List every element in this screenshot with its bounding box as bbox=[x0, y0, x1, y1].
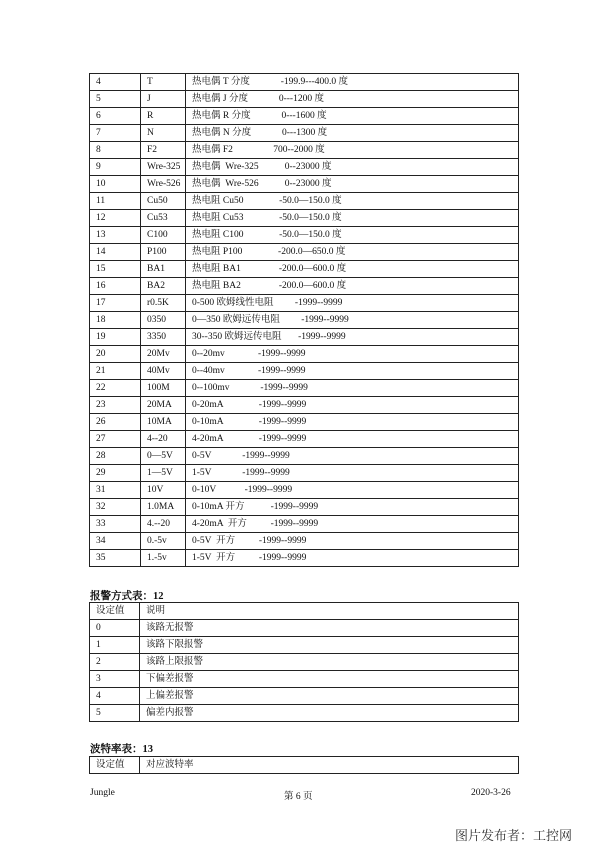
table-cell: 热电阻 Cu53 -50.0—150.0 度 bbox=[186, 210, 519, 227]
header-cell: 设定值 bbox=[90, 757, 140, 774]
table-cell: 热电偶 R 分度 0---1600 度 bbox=[186, 108, 519, 125]
table-cell: Cu53 bbox=[141, 210, 186, 227]
table-cell: 0--100mv -1999--9999 bbox=[186, 380, 519, 397]
table-cell: Wre-526 bbox=[141, 176, 186, 193]
table-cell: 23 bbox=[90, 397, 141, 414]
table-row bbox=[90, 125, 519, 142]
table-row bbox=[90, 244, 519, 261]
table-cell: 0--20mv -1999--9999 bbox=[186, 346, 519, 363]
table-row bbox=[90, 363, 519, 380]
table-cell: 8 bbox=[90, 142, 141, 159]
table-row bbox=[90, 329, 519, 346]
table-cell: 1-5V -1999--9999 bbox=[186, 465, 519, 482]
table-cell: 29 bbox=[90, 465, 141, 482]
table-cell: 6 bbox=[90, 108, 141, 125]
table-cell: 热电阻 P100 -200.0—650.0 度 bbox=[186, 244, 519, 261]
table-cell: 11 bbox=[90, 193, 141, 210]
table-cell: N bbox=[141, 125, 186, 142]
table-cell: 1.0MA bbox=[141, 499, 186, 516]
table-row bbox=[90, 533, 519, 550]
alarm-mode-table bbox=[89, 602, 519, 722]
table-cell: 1-5V 开方 -1999--9999 bbox=[186, 550, 519, 567]
table-cell: 热电偶 F2 700--2000 度 bbox=[186, 142, 519, 159]
table-cell: 2 bbox=[90, 654, 140, 671]
table-row bbox=[90, 397, 519, 414]
table-row bbox=[90, 688, 519, 705]
table-cell: 5 bbox=[90, 91, 141, 108]
table-cell: 7 bbox=[90, 125, 141, 142]
footer-author: Jungle bbox=[90, 788, 115, 798]
table-row bbox=[90, 193, 519, 210]
table-cell: 20Mv bbox=[141, 346, 186, 363]
table-cell: F2 bbox=[141, 142, 186, 159]
table-cell: 12 bbox=[90, 210, 141, 227]
footer-date: 2020-3-26 bbox=[471, 788, 511, 798]
table-cell: 27 bbox=[90, 431, 141, 448]
table-cell: 热电偶 Wre-526 0--23000 度 bbox=[186, 176, 519, 193]
table-cell: 上偏差报警 bbox=[140, 688, 519, 705]
table-cell: 4.--20 bbox=[141, 516, 186, 533]
table-row bbox=[90, 705, 519, 722]
table-cell: 4 bbox=[90, 74, 141, 91]
alarm-mode-heading: 报警方式表：12 bbox=[90, 591, 164, 602]
table-row bbox=[90, 227, 519, 244]
table-cell: 26 bbox=[90, 414, 141, 431]
table-cell: 19 bbox=[90, 329, 141, 346]
table-cell: T bbox=[141, 74, 186, 91]
table-cell: 热电偶 J 分度 0---1200 度 bbox=[186, 91, 519, 108]
table-cell: 16 bbox=[90, 278, 141, 295]
table-row bbox=[90, 620, 519, 637]
table-row bbox=[90, 637, 519, 654]
table-cell: 35 bbox=[90, 550, 141, 567]
table-cell: 0—350 欧姆远传电阻 -1999--9999 bbox=[186, 312, 519, 329]
table-cell: 热电阻 C100 -50.0—150.0 度 bbox=[186, 227, 519, 244]
table-cell: 1.-5v bbox=[141, 550, 186, 567]
table-row bbox=[90, 91, 519, 108]
table-cell: 该路下限报警 bbox=[140, 637, 519, 654]
table-row bbox=[90, 176, 519, 193]
table-cell: 3350 bbox=[141, 329, 186, 346]
table-cell: 0350 bbox=[141, 312, 186, 329]
table-cell: 0—5V bbox=[141, 448, 186, 465]
table-cell: 20MA bbox=[141, 397, 186, 414]
table-cell: 4 bbox=[90, 688, 140, 705]
table-row bbox=[90, 74, 519, 91]
table-cell: 热电阻 BA2 -200.0—600.0 度 bbox=[186, 278, 519, 295]
input-type-table bbox=[89, 73, 519, 567]
table-cell: C100 bbox=[141, 227, 186, 244]
table-cell: 热电偶 T 分度 -199.9---400.0 度 bbox=[186, 74, 519, 91]
table-row bbox=[90, 516, 519, 533]
table-cell: 4-20mA 开方 -1999--9999 bbox=[186, 516, 519, 533]
table-cell: 21 bbox=[90, 363, 141, 380]
table-row bbox=[90, 108, 519, 125]
table-row bbox=[90, 346, 519, 363]
table-cell: 0-5V 开方 -1999--9999 bbox=[186, 533, 519, 550]
table-cell: 10MA bbox=[141, 414, 186, 431]
table-cell: 0-10mA 开方 -1999--9999 bbox=[186, 499, 519, 516]
table-header-row bbox=[90, 603, 519, 620]
table-cell: 17 bbox=[90, 295, 141, 312]
table-cell: 0-10V -1999--9999 bbox=[186, 482, 519, 499]
table-cell: 32 bbox=[90, 499, 141, 516]
table-row bbox=[90, 414, 519, 431]
table-cell: 5 bbox=[90, 705, 140, 722]
table-row bbox=[90, 210, 519, 227]
table-cell: 20 bbox=[90, 346, 141, 363]
table-cell: 100M bbox=[141, 380, 186, 397]
table-row bbox=[90, 142, 519, 159]
table-cell: 1—5V bbox=[141, 465, 186, 482]
header-cell: 说明 bbox=[140, 603, 519, 620]
table-cell: 热电偶 Wre-325 0--23000 度 bbox=[186, 159, 519, 176]
table-cell: 热电阻 Cu50 -50.0—150.0 度 bbox=[186, 193, 519, 210]
table-cell: 15 bbox=[90, 261, 141, 278]
table-row bbox=[90, 278, 519, 295]
table-cell: 13 bbox=[90, 227, 141, 244]
table-cell: 22 bbox=[90, 380, 141, 397]
footer-page-number: 第 6 页 bbox=[284, 792, 313, 802]
table-cell: 31 bbox=[90, 482, 141, 499]
table-cell: 0 bbox=[90, 620, 140, 637]
table-cell: 34 bbox=[90, 533, 141, 550]
table-row bbox=[90, 499, 519, 516]
table-cell: Cu50 bbox=[141, 193, 186, 210]
table-header-row bbox=[90, 757, 519, 774]
table-cell: r0.5K bbox=[141, 295, 186, 312]
table-cell: 18 bbox=[90, 312, 141, 329]
table-cell: 0-5V -1999--9999 bbox=[186, 448, 519, 465]
table-cell: 14 bbox=[90, 244, 141, 261]
table-cell: 热电阻 BA1 -200.0—600.0 度 bbox=[186, 261, 519, 278]
table-cell: BA2 bbox=[141, 278, 186, 295]
table-cell: 4-20mA -1999--9999 bbox=[186, 431, 519, 448]
header-cell: 设定值 bbox=[90, 603, 140, 620]
table-row bbox=[90, 671, 519, 688]
table-row bbox=[90, 654, 519, 671]
table-row bbox=[90, 380, 519, 397]
table-cell: 该路无报警 bbox=[140, 620, 519, 637]
table-cell: Wre-325 bbox=[141, 159, 186, 176]
table-row bbox=[90, 312, 519, 329]
table-cell: 10 bbox=[90, 176, 141, 193]
table-cell: 40Mv bbox=[141, 363, 186, 380]
baud-rate-heading: 波特率表：13 bbox=[90, 744, 153, 755]
table-cell: R bbox=[141, 108, 186, 125]
table-cell: 热电偶 N 分度 0---1300 度 bbox=[186, 125, 519, 142]
table-cell: J bbox=[141, 91, 186, 108]
watermark: 图片发布者：工控网 bbox=[455, 829, 573, 844]
table-row bbox=[90, 261, 519, 278]
table-cell: 偏差内报警 bbox=[140, 705, 519, 722]
table-row bbox=[90, 465, 519, 482]
table-row bbox=[90, 550, 519, 567]
table-cell: 该路上限报警 bbox=[140, 654, 519, 671]
table-cell: 28 bbox=[90, 448, 141, 465]
table-cell: 0-500 欧姆线性电阻 -1999--9999 bbox=[186, 295, 519, 312]
table-row bbox=[90, 448, 519, 465]
table-cell: 0.-5v bbox=[141, 533, 186, 550]
table-cell: 1 bbox=[90, 637, 140, 654]
table-row bbox=[90, 295, 519, 312]
table-cell: P100 bbox=[141, 244, 186, 261]
baud-rate-table bbox=[89, 756, 519, 774]
header-cell: 对应波特率 bbox=[140, 757, 519, 774]
table-row bbox=[90, 482, 519, 499]
table-cell: 30--350 欧姆远传电阻 -1999--9999 bbox=[186, 329, 519, 346]
table-cell: 0--40mv -1999--9999 bbox=[186, 363, 519, 380]
table-cell: 9 bbox=[90, 159, 141, 176]
table-cell: 4--20 bbox=[141, 431, 186, 448]
table-cell: 0-10mA -1999--9999 bbox=[186, 414, 519, 431]
table-cell: 10V bbox=[141, 482, 186, 499]
table-cell: 33 bbox=[90, 516, 141, 533]
table-row bbox=[90, 159, 519, 176]
table-cell: 下偏差报警 bbox=[140, 671, 519, 688]
table-cell: 0-20mA -1999--9999 bbox=[186, 397, 519, 414]
table-row bbox=[90, 431, 519, 448]
table-cell: 3 bbox=[90, 671, 140, 688]
table-cell: BA1 bbox=[141, 261, 186, 278]
